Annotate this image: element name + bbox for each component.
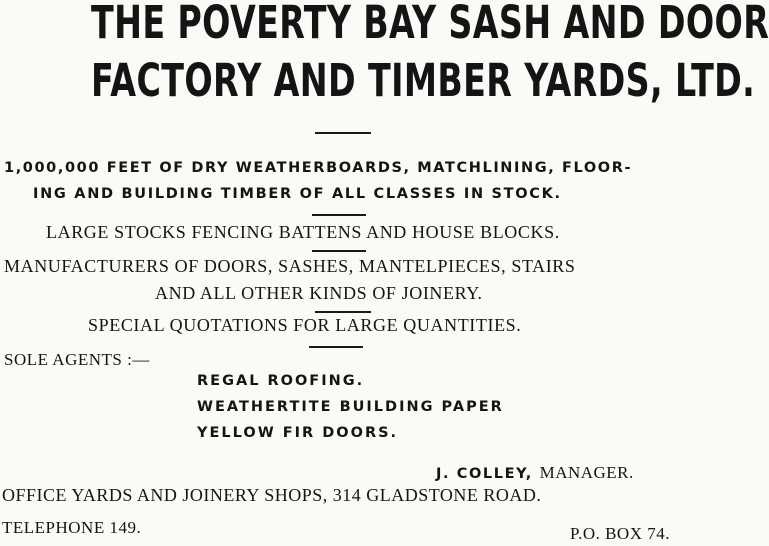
manager-name: J. COLLEY,	[436, 466, 533, 482]
manager-signature	[436, 463, 634, 483]
agency-item: YELLOW FIR DOORS.	[197, 425, 399, 441]
divider-rule	[309, 346, 363, 348]
divider-rule	[315, 132, 371, 134]
quotations-line: SPECIAL QUOTATIONS FOR LARGE QUANTITIES.	[88, 315, 522, 335]
divider-rule	[312, 250, 366, 252]
agency-item: REGAL ROOFING.	[197, 373, 365, 389]
fencing-line: LARGE STOCKS FENCING BATTENS AND HOUSE BLOCKS.	[46, 222, 560, 242]
telephone-number: TELEPHONE 149.	[2, 518, 142, 537]
office-address: OFFICE YARDS AND JOINERY SHOPS, 314 GLADSTONE ROAD.	[2, 485, 542, 505]
manufacturers-line-1: MANUFACTURERS OF DOORS, SASHES, MANTELPIECES, STAIRS	[4, 256, 576, 276]
stock-line-1: 1,000,000 FEET OF DRY WEATHERBOARDS, MATCHLINING, FLOOR-	[4, 160, 633, 176]
stock-line-2: ING AND BUILDING TIMBER OF ALL CLASSES IN STOCK.	[33, 186, 562, 202]
sole-agents-label: SOLE AGENTS :—	[4, 350, 150, 369]
manufacturers-line-2: AND ALL OTHER KINDS OF JOINERY.	[155, 283, 483, 303]
divider-rule	[315, 311, 371, 313]
agency-item: WEATHERTITE BUILDING PAPER	[197, 399, 504, 415]
divider-rule	[312, 214, 366, 216]
headline-line-2: FACTORY AND TIMBER YARDS, LTD.	[91, 54, 756, 107]
po-box: P.O. BOX 74.	[570, 524, 670, 543]
headline-line-1: THE POVERTY BAY SASH AND DOOR	[91, 0, 769, 49]
manager-title: MANAGER.	[539, 463, 634, 482]
